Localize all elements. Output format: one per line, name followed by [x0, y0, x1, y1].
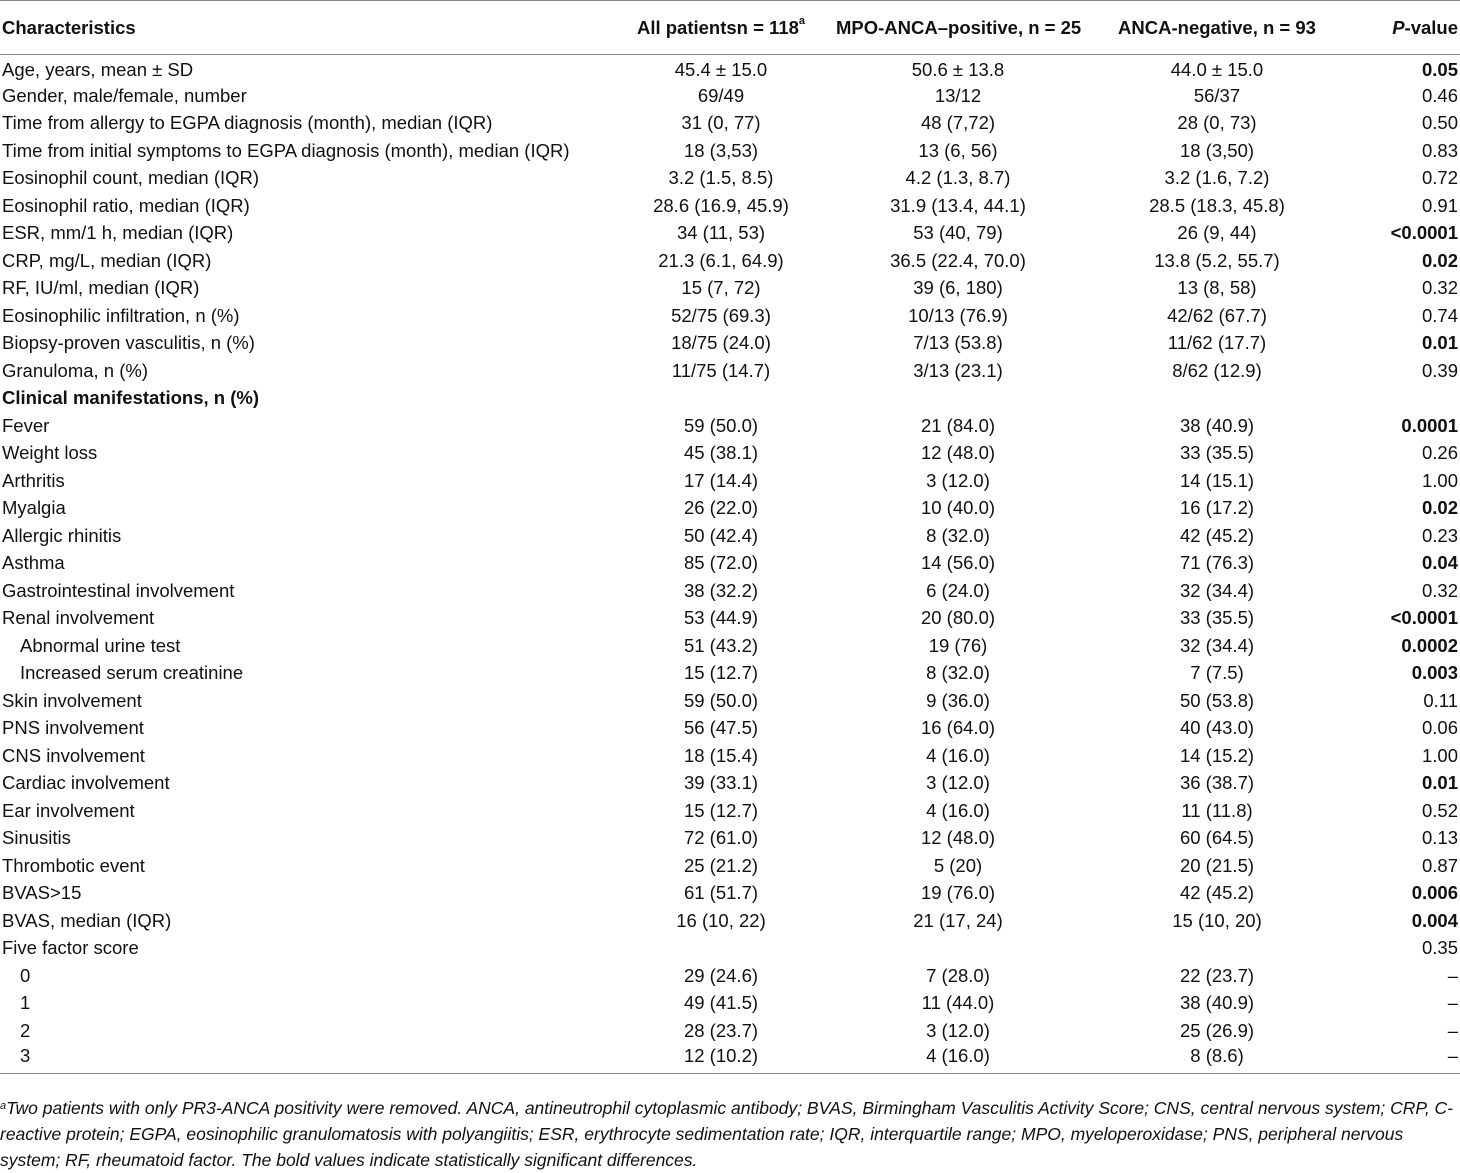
cell-mpo-anca-positive: 8 (32.0) [926, 662, 990, 684]
table-row [0, 770, 1460, 798]
cell-all-patients: 16 (10, 22) [676, 909, 766, 931]
cell-all-patients: 38 (32.2) [683, 579, 759, 601]
cell-p-value: 0.26 [1421, 442, 1458, 464]
cell-p-value: 0.04 [1421, 552, 1458, 574]
cell-mpo-anca-positive: 13/12 [934, 84, 982, 106]
cell-anca-negative: 33 (35.5) [1179, 442, 1255, 464]
cell-p-value: 0.72 [1421, 167, 1458, 189]
cell-characteristic: Abnormal urine test [20, 634, 181, 656]
cell-characteristic: CRP, mg/L, median (IQR) [2, 249, 212, 271]
cell-mpo-anca-positive: 8 (32.0) [926, 524, 990, 546]
table-row [0, 220, 1460, 248]
cell-p-value: 0.01 [1421, 772, 1458, 794]
table-row [0, 412, 1460, 440]
cell-all-patients: 72 (61.0) [683, 827, 759, 849]
cell-characteristic: 0 [20, 964, 31, 986]
cell-all-patients: 28 (23.7) [683, 1019, 759, 1041]
cell-p-value: 0.35 [1421, 937, 1458, 959]
cell-characteristic: Eosinophilic infiltration, n (%) [2, 304, 240, 326]
cell-mpo-anca-positive: 14 (56.0) [920, 552, 996, 574]
header-p-value: P-value [1350, 1, 1460, 55]
cell-anca-negative: 42 (45.2) [1179, 524, 1255, 546]
cell-characteristic: Allergic rhinitis [2, 524, 122, 546]
cell-mpo-anca-positive: 3 (12.0) [926, 772, 990, 794]
cell-mpo-anca-positive: 4 (16.0) [926, 744, 990, 766]
cell-characteristic: Myalgia [2, 497, 66, 519]
table-header [0, 1, 1460, 55]
cell-mpo-anca-positive: 3/13 (23.1) [913, 359, 1003, 381]
cell-mpo-anca-positive: 3 (12.0) [926, 469, 990, 491]
cell-p-value: 0.01 [1421, 332, 1458, 354]
table-row [0, 110, 1460, 138]
cell-p-value: 0.06 [1421, 717, 1458, 739]
cell-all-patients: 29 (24.6) [683, 964, 759, 986]
cell-p-value: 0.83 [1421, 139, 1458, 161]
cell-mpo-anca-positive: 21 (17, 24) [913, 909, 1003, 931]
section-row [0, 385, 1460, 413]
cell-all-patients: 34 (11, 53) [676, 222, 766, 244]
cell-anca-negative: 42 (45.2) [1179, 882, 1255, 904]
cell-mpo-anca-positive: 4.2 (1.3, 8.7) [905, 167, 1011, 189]
cell-all-patients: 3.2 (1.5, 8.5) [668, 167, 774, 189]
cell-characteristic: Time from initial symptoms to EGPA diagnosis (month), median (IQR) [2, 139, 570, 161]
table-row [0, 797, 1460, 825]
cell-mpo-anca-positive: 12 (48.0) [920, 442, 996, 464]
cell-mpo-anca-positive: 11 (44.0) [921, 992, 995, 1014]
cell-mpo-anca-positive: 6 (24.0) [926, 579, 990, 601]
table-row [0, 632, 1460, 660]
header-row [0, 1, 1460, 55]
cell-p-value: 0.23 [1421, 524, 1458, 546]
cell-characteristic: Arthritis [2, 469, 65, 491]
cell-anca-negative: 32 (34.4) [1179, 634, 1255, 656]
cell-anca-negative: 28 (0, 73) [1177, 112, 1257, 134]
header-anca-negative: ANCA-negative, n = 93 [1084, 1, 1350, 55]
table-row [0, 357, 1460, 385]
table-row [0, 192, 1460, 220]
cell-characteristic: Age, years, mean ± SD [2, 58, 194, 80]
cell-mpo-anca-positive: 7 (28.0) [926, 964, 990, 986]
table-row [0, 302, 1460, 330]
cell-p-value: <0.0001 [1390, 607, 1458, 629]
cell-all-patients: 53 (44.9) [683, 607, 759, 629]
cell-p-value: 0.52 [1421, 799, 1458, 821]
table-row [0, 165, 1460, 193]
cell-mpo-anca-positive: 21 (84.0) [920, 414, 996, 436]
cell-p-value: <0.0001 [1390, 222, 1458, 244]
cell-characteristic: Ear involvement [2, 799, 135, 821]
table-row [0, 742, 1460, 770]
cell-mpo-anca-positive: 19 (76) [928, 634, 988, 656]
cell-anca-negative: 28.5 (18.3, 45.8) [1149, 194, 1285, 216]
cell-p-value: – [1447, 1019, 1458, 1041]
cell-characteristic: CNS involvement [2, 744, 145, 766]
cell-anca-negative: 42/62 (67.7) [1167, 304, 1267, 326]
cell-characteristic: Granuloma, n (%) [2, 359, 148, 381]
cell-mpo-anca-positive: 50.6 ± 13.8 [911, 58, 1005, 80]
cell-anca-negative: 60 (64.5) [1179, 827, 1255, 849]
cell-p-value: 0.13 [1421, 827, 1458, 849]
cell-all-patients: 61 (51.7) [683, 882, 759, 904]
cell-p-value: – [1447, 992, 1458, 1014]
table-row [0, 577, 1460, 605]
cell-anca-negative: 11 (11.8) [1181, 799, 1253, 821]
cell-anca-negative: 56/37 [1193, 84, 1241, 106]
table-row [0, 880, 1460, 908]
cell-p-value: 0.74 [1421, 304, 1458, 326]
cell-all-patients: 59 (50.0) [683, 414, 759, 436]
table-footnote: $^a$Two patients with only PR3-ANCA positivity were removed. ANCA, antineutrophil cytoplasmic antibody; BVAS, Birmingham Vasculitis Activity Score; CNS, central nervous system; CRP, C-reactive protein; EGPA, eosinophilic granulomatosis with polyangiitis; ESR, erythrocyte sedimentation rate; IQR, interquartile range; MPO, myeloperoxidase; PNS, peripheral nervous system; RF, rheumatoid factor. The bold values indicate statistically significant differences. [0, 1098, 1454, 1170]
cell-all-patients: 49 (41.5) [683, 992, 759, 1014]
table-row [0, 550, 1460, 578]
cell-all-patients: 39 (33.1) [683, 772, 759, 794]
cell-anca-negative: 40 (43.0) [1179, 717, 1255, 739]
cell-all-patients: 50 (42.4) [683, 524, 759, 546]
cell-mpo-anca-positive: 39 (6, 180) [913, 277, 1003, 299]
cell-mpo-anca-positive: 10 (40.0) [920, 497, 996, 519]
cell-anca-negative: 13 (8, 58) [1177, 277, 1257, 299]
cell-p-value: 0.0001 [1401, 414, 1458, 436]
cell-anca-negative: 18 (3,50) [1179, 139, 1255, 161]
table-row [0, 907, 1460, 935]
cell-characteristic: BVAS, median (IQR) [2, 909, 172, 931]
cell-all-patients: 15 (12.7) [683, 799, 759, 821]
cell-anca-negative [1084, 935, 1350, 963]
cell-all-patients [610, 385, 832, 413]
cell-p-value: 0.39 [1421, 359, 1458, 381]
cell-characteristic: Cardiac involvement [2, 772, 170, 794]
cell-characteristic: Gastrointestinal involvement [2, 579, 235, 601]
cell-all-patients: 15 (7, 72) [681, 277, 761, 299]
cell-mpo-anca-positive: 16 (64.0) [920, 717, 996, 739]
cell-p-value: 0.0002 [1401, 634, 1458, 656]
cell-all-patients: 21.3 (6.1, 64.9) [658, 249, 784, 271]
cell-p-value: 0.006 [1411, 882, 1458, 904]
cell-mpo-anca-positive [832, 385, 1084, 413]
cell-all-patients: 15 (12.7) [683, 662, 759, 684]
cell-anca-negative [1084, 385, 1350, 413]
cell-mpo-anca-positive: 9 (36.0) [926, 689, 990, 711]
cell-mpo-anca-positive: 36.5 (22.4, 70.0) [890, 249, 1026, 271]
cell-anca-negative: 13.8 (5.2, 55.7) [1154, 249, 1280, 271]
table-row [0, 467, 1460, 495]
cell-p-value [1350, 385, 1460, 413]
cell-anca-negative: 14 (15.2) [1179, 744, 1255, 766]
table-row [0, 495, 1460, 523]
cell-mpo-anca-positive: 4 (16.0) [926, 799, 990, 821]
cell-characteristic: Weight loss [2, 442, 98, 464]
cell-mpo-anca-positive: 19 (76.0) [920, 882, 996, 904]
cell-anca-negative: 8 (8.6) [1084, 1045, 1350, 1074]
table-row [0, 275, 1460, 303]
table-row [0, 440, 1460, 468]
table-row [0, 935, 1460, 963]
cell-all-patients: 17 (14.4) [683, 469, 759, 491]
table-row [0, 962, 1460, 990]
cell-p-value: 0.91 [1421, 194, 1458, 216]
cell-anca-negative: 22 (23.7) [1179, 964, 1255, 986]
cell-mpo-anca-positive: 5 (20) [933, 854, 983, 876]
cell-mpo-anca-positive: 7/13 (53.8) [913, 332, 1003, 354]
cell-p-value: 0.11 [1423, 689, 1458, 711]
cell-p-value: 0.003 [1411, 662, 1458, 684]
cell-characteristic: Renal involvement [2, 607, 155, 629]
cell-p-value: 0.50 [1421, 112, 1458, 134]
cell-anca-negative: 20 (21.5) [1179, 854, 1255, 876]
cell-all-patients: 45.4 ± 15.0 [674, 58, 768, 80]
cell-characteristic: Biopsy-proven vasculitis, n (%) [2, 332, 255, 354]
cell-all-patients: 85 (72.0) [683, 552, 759, 574]
cell-mpo-anca-positive [832, 935, 1084, 963]
header-characteristics: Characteristics [0, 1, 610, 55]
cell-all-patients: 18/75 (24.0) [671, 332, 771, 354]
table-row [0, 1017, 1460, 1045]
cell-anca-negative: 38 (40.9) [1179, 414, 1255, 436]
table-row [0, 522, 1460, 550]
table-row [0, 852, 1460, 880]
cell-p-value: – [1447, 964, 1458, 986]
cell-anca-negative: 3.2 (1.6, 7.2) [1164, 167, 1270, 189]
cell-characteristic: RF, IU/ml, median (IQR) [2, 277, 200, 299]
cell-characteristic: Gender, male/female, number [2, 84, 247, 106]
cell-mpo-anca-positive: 20 (80.0) [920, 607, 996, 629]
cell-characteristic: Eosinophil count, median (IQR) [2, 167, 260, 189]
table-row [0, 660, 1460, 688]
cell-mpo-anca-positive: 31.9 (13.4, 44.1) [890, 194, 1026, 216]
cell-p-value: 0.004 [1411, 909, 1458, 931]
table-row [0, 137, 1460, 165]
cell-p-value: 0.02 [1421, 249, 1458, 271]
cell-all-patients: 69/49 [697, 84, 745, 106]
cell-characteristic: BVAS>15 [2, 882, 82, 904]
cell-characteristic: Skin involvement [2, 689, 142, 711]
cell-p-value: 0.87 [1421, 854, 1458, 876]
cell-anca-negative: 44.0 ± 15.0 [1170, 58, 1264, 80]
cell-characteristic: Clinical manifestations, n (%) [2, 387, 259, 409]
table-body [0, 55, 1460, 1074]
cell-characteristic: Fever [2, 414, 50, 436]
cell-characteristic: Increased serum creatinine [20, 662, 244, 684]
cell-all-patients: 52/75 (69.3) [671, 304, 771, 326]
cell-all-patients: 26 (22.0) [683, 497, 759, 519]
table-row [0, 605, 1460, 633]
cell-all-patients: 59 (50.0) [683, 689, 759, 711]
cell-anca-negative: 36 (38.7) [1179, 772, 1255, 794]
table-row [0, 990, 1460, 1018]
header-mpo-anca-positive: MPO-ANCA–positive, n = 25 [832, 1, 1084, 55]
cell-p-value: 1.00 [1421, 469, 1458, 491]
cell-anca-negative: 33 (35.5) [1179, 607, 1255, 629]
table-row [0, 55, 1460, 83]
cell-all-patients: 12 (10.2) [610, 1045, 832, 1074]
cell-characteristic: PNS involvement [2, 717, 144, 739]
cell-anca-negative: 25 (26.9) [1179, 1019, 1255, 1041]
cell-all-patients: 28.6 (16.9, 45.9) [653, 194, 789, 216]
cell-anca-negative: 50 (53.8) [1179, 689, 1255, 711]
cell-all-patients: 25 (21.2) [683, 854, 759, 876]
table-row [0, 715, 1460, 743]
cell-characteristic: Eosinophil ratio, median (IQR) [2, 194, 250, 216]
cell-anca-negative: 26 (9, 44) [1177, 222, 1257, 244]
cell-all-patients: 18 (3,53) [683, 139, 759, 161]
cell-characteristic: Five factor score [2, 937, 139, 959]
cell-mpo-anca-positive: 13 (6, 56) [918, 139, 998, 161]
cell-anca-negative: 38 (40.9) [1179, 992, 1255, 1014]
cell-anca-negative: 11/62 (17.7) [1167, 332, 1267, 354]
cell-characteristic: Asthma [2, 552, 65, 574]
cell-anca-negative: 32 (34.4) [1179, 579, 1255, 601]
cell-all-patients [610, 935, 832, 963]
cell-all-patients: 11/75 (14.7) [671, 359, 771, 381]
cell-p-value: 1.00 [1421, 744, 1458, 766]
cell-mpo-anca-positive: 12 (48.0) [920, 827, 996, 849]
header-all-patients: All patientsn = $118^a$ [610, 1, 832, 55]
cell-anca-negative: 71 (76.3) [1179, 552, 1255, 574]
cell-all-patients: 56 (47.5) [683, 717, 759, 739]
cell-mpo-anca-positive: 10/13 (76.9) [908, 304, 1008, 326]
cell-p-value: – [1350, 1045, 1460, 1074]
cell-characteristic: Sinusitis [2, 827, 71, 849]
cell-anca-negative: 14 (15.1) [1179, 469, 1255, 491]
cell-mpo-anca-positive: 4 (16.0) [832, 1045, 1084, 1074]
cell-characteristic: Time from allergy to EGPA diagnosis (month), median (IQR) [2, 112, 493, 134]
table-row [0, 330, 1460, 358]
cell-anca-negative: 16 (17.2) [1179, 497, 1255, 519]
cell-mpo-anca-positive: 53 (40, 79) [913, 222, 1003, 244]
cell-mpo-anca-positive: 48 (7,72) [920, 112, 996, 134]
table-row [0, 82, 1460, 110]
table-row [0, 1045, 1460, 1074]
cell-characteristic: 3 [0, 1045, 610, 1074]
cell-characteristic: 1 [20, 992, 31, 1014]
cell-anca-negative: 7 (7.5) [1190, 662, 1244, 684]
cell-characteristic: Thrombotic event [2, 854, 145, 876]
table-row [0, 247, 1460, 275]
cell-anca-negative: 15 (10, 20) [1172, 909, 1262, 931]
cell-all-patients: 51 (43.2) [683, 634, 759, 656]
cell-p-value: 0.05 [1421, 58, 1458, 80]
cell-p-value: 0.46 [1421, 84, 1458, 106]
cell-p-value: 0.32 [1421, 277, 1458, 299]
cell-p-value: 0.32 [1421, 579, 1458, 601]
table-row [0, 687, 1460, 715]
cell-anca-negative: 8/62 (12.9) [1172, 359, 1262, 381]
table-row [0, 825, 1460, 853]
cell-characteristic: 2 [20, 1019, 31, 1041]
cell-characteristic: ESR, mm/1 h, median (IQR) [2, 222, 234, 244]
cell-all-patients: 18 (15.4) [683, 744, 759, 766]
cell-p-value: 0.02 [1421, 497, 1458, 519]
cell-all-patients: 31 (0, 77) [681, 112, 761, 134]
cell-all-patients: 45 (38.1) [683, 442, 759, 464]
cell-mpo-anca-positive: 3 (12.0) [926, 1019, 990, 1041]
